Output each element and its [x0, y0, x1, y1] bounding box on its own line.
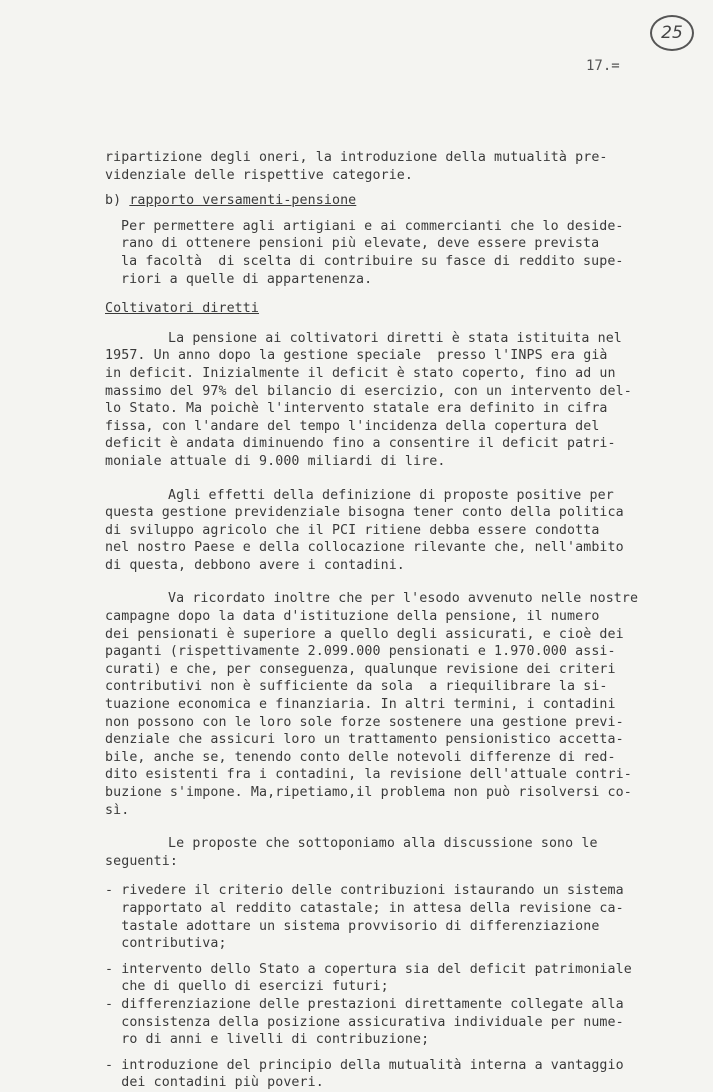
text-line: La pensione ai coltivatori diretti è stata istituita nel: [168, 330, 622, 346]
section-b-label: b): [105, 193, 122, 209]
text-line: dei contadini più poveri.: [105, 1075, 324, 1091]
text-line: in deficit. Inizialmente il deficit è stato coperto, fino ad un: [105, 365, 616, 381]
text-line: massimo del 97% del bilancio di esercizio, con un intervento del-: [105, 383, 632, 399]
text-line: - intervento dello Stato a copertura sia del deficit patrimoniale: [105, 961, 632, 977]
text-line: paganti (rispettivamente 2.099.000 pensionati e 1.970.000 assi-: [105, 644, 616, 660]
page-stamp: [650, 15, 694, 51]
text-line: - rivedere il criterio delle contribuzioni istaurando un sistema: [105, 883, 624, 899]
stamp-number: 25: [661, 23, 683, 43]
text-line: Va ricordato inoltre che per l'esodo avvenuto nelle nostre: [168, 591, 639, 607]
text-line: non possono con le loro sole forze sostenere una gestione previ-: [105, 714, 624, 730]
text-line: bile, anche se, tenendo conto delle notevoli differenze di red-: [105, 749, 616, 765]
text-line: consistenza della posizione assicurativa individuale per nume-: [105, 1014, 624, 1030]
text-line: fissa, con l'andare del tempo l'incidenza della copertura del: [105, 418, 600, 434]
text-line: Agli effetti della definizione di proposte positive per: [168, 487, 614, 503]
text-line: videnziale delle rispettive categorie.: [105, 167, 414, 183]
document-body: [105, 149, 665, 1092]
list-item: [105, 882, 665, 952]
text-line: 1957. Un anno dopo la gestione speciale presso l'INPS era già: [105, 348, 608, 364]
text-line: rapportato al reddito catastale; in attesa della revisione ca-: [105, 900, 624, 916]
text-line: ro di anni e livelli di contribuzione;: [105, 1032, 430, 1048]
section-heading-coltivatori: Coltivatori diretti: [105, 301, 260, 317]
paragraph-2: [105, 218, 665, 288]
paragraph-6: [105, 835, 665, 870]
text-line: la facoltà di scelta di contribuire su fasce di reddito supe-: [121, 253, 624, 269]
text-line: campagne dopo la data d'istituzione della pensione, il numero: [105, 609, 600, 625]
text-line: dei pensionati è superiore a quello degli assicurati, e cioè dei: [105, 626, 624, 642]
text-line: dito esistenti fra i contadini, la revisione dell'attuale contri-: [105, 767, 632, 783]
page-number: 17.=: [586, 58, 620, 74]
text-line: riori a quelle di appartenenza.: [121, 271, 373, 287]
text-line: seguenti:: [105, 853, 178, 869]
text-line: ripartizione degli oneri, la introduzione della mutualità pre-: [105, 150, 608, 165]
text-line: moniale attuale di 9.000 miliardi di lire.: [105, 453, 446, 469]
text-line: contributivi non è sufficiente da sola a riequilibrare la si-: [105, 679, 608, 695]
text-line: rano di ottenere pensioni più elevate, deve essere prevista: [121, 236, 600, 252]
paragraph-1: [105, 149, 665, 184]
paragraph-5: [105, 590, 665, 819]
text-line: - introduzione del principio della mutualità interna a vantaggio: [105, 1057, 624, 1073]
text-line: questa gestione previdenziale bisogna tener conto della politica: [105, 505, 624, 521]
list-item: [105, 961, 665, 996]
section-b-heading: [105, 192, 665, 210]
text-line: lo Stato. Ma poichè l'intervento statale era definito in cifra: [105, 401, 608, 417]
text-line: contributiva;: [105, 936, 227, 952]
list-item: [105, 996, 665, 1049]
text-line: sì.: [105, 802, 130, 818]
text-line: che di quello di esercizi futuri;: [105, 979, 389, 995]
text-line: deficit è andata diminuendo fino a consentire il deficit patri-: [105, 436, 616, 452]
paragraph-4: [105, 487, 665, 575]
list-item: [105, 1057, 665, 1092]
text-line: di sviluppo agricolo che il PCI ritiene debba essere condotta: [105, 522, 600, 538]
section-b-title: rapporto versamenti-pensione: [129, 193, 357, 209]
text-line: denziale che assicuri loro un trattamento pensionistico accetta-: [105, 732, 624, 748]
text-line: Le proposte che sottoponiamo alla discussione sono le: [168, 836, 598, 852]
text-line: buzione s'impone. Ma,ripetiamo,il problema non può risolversi co-: [105, 785, 632, 800]
text-line: tastale adottare un sistema provvisorio di differenziazione: [105, 918, 600, 934]
text-line: curati) e che, per conseguenza, qualunque revisione dei criteri: [105, 661, 616, 677]
text-line: Per permettere agli artigiani e ai commercianti che lo deside-: [121, 218, 624, 234]
text-line: tuazione economica e finanziaria. In altri termini, i contadini: [105, 697, 616, 713]
proposals-list: [105, 882, 665, 1092]
paragraph-3: [105, 330, 665, 471]
text-line: nel nostro Paese e della collocazione rilevante che, nell'ambito: [105, 540, 624, 556]
text-line: di questa, debbono avere i contadini.: [105, 557, 405, 573]
text-line: - differenziazione delle prestazioni direttamente collegate alla: [105, 996, 624, 1012]
